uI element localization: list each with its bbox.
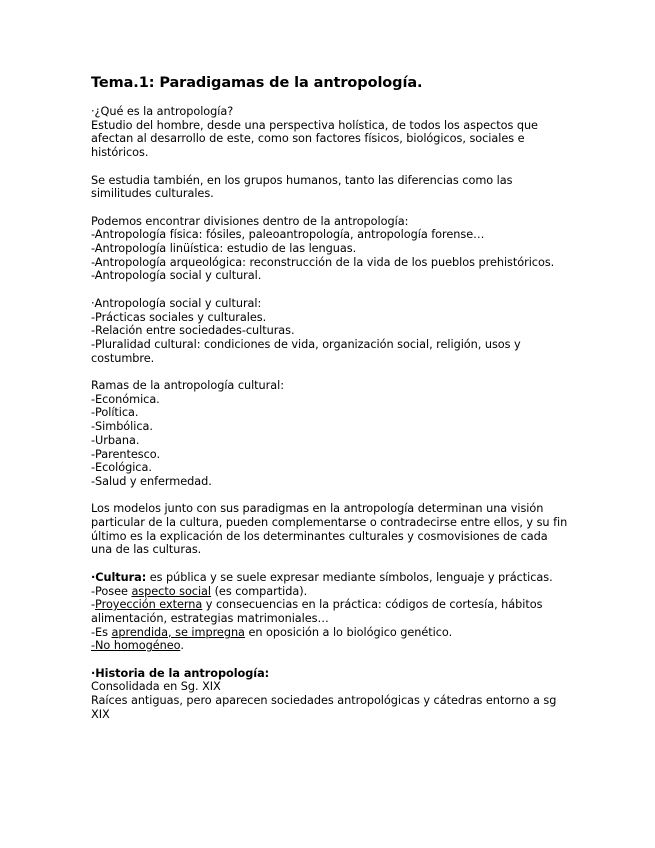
- culture-item-suffix: (es compartida).: [211, 584, 308, 598]
- intro-question: ·¿Qué es la antropología?: [91, 105, 234, 118]
- culture-item-prefix: -Posee: [91, 584, 132, 598]
- social-heading: ·Antropología social y cultural:: [91, 296, 262, 310]
- history-heading-text: ·Historia de la antropología:: [91, 666, 270, 680]
- culture-item-suffix: en oposición a lo biológico genético.: [244, 625, 453, 639]
- culture-item-prefix: -Es: [91, 625, 112, 639]
- culture-item: [91, 598, 569, 625]
- culture-item: [91, 585, 569, 599]
- culture-item-suffix: y consecuencias en la práctica: códigos de cortesía, hábitos alimentación, estrategias matrimoniales…: [91, 598, 546, 625]
- list-item: -Antropología social y cultural.: [91, 269, 262, 283]
- culture-item-underlined: aprendida, se impregna: [111, 625, 245, 639]
- list-item: -Urbana.: [91, 433, 140, 447]
- list-item: -Pluralidad cultural: condiciones de vida, organización social, religión, usos y costumbre.: [91, 337, 525, 365]
- list-item: -Salud y enfermedad.: [91, 474, 212, 488]
- document-title: Tema.1: Paradigamas de la antropología.: [91, 75, 423, 91]
- list-item: -Antropología linüística: estudio de las lenguas.: [91, 242, 357, 255]
- list-item: -Relación entre sociedades-culturas.: [91, 324, 295, 338]
- list-item: -Antropología arqueológica: reconstrucción de la vida de los pueblos prehistóricos.: [91, 255, 555, 269]
- culture-item-underlined: -No homogéneo: [91, 639, 181, 653]
- culture-definition: [91, 571, 569, 585]
- list-item: -Prácticas sociales y culturales.: [91, 310, 267, 324]
- models-paragraph: Los modelos junto con sus paradigmas en la antropología determinan una visión particular de la cultura, pueden complementarse o contradecirse entre ellos, y su fin último es la explicación de los determinantes culturales y cosmovisiones de cada una de las culturas.: [91, 502, 571, 557]
- list-item: -Parentesco.: [91, 447, 160, 461]
- history-heading: [91, 667, 569, 681]
- document-body: [91, 105, 569, 722]
- list-item: -Política.: [91, 406, 139, 420]
- culture-item-prefix: -: [91, 598, 96, 612]
- list-item: -Antropología física: fósiles, paleoantropología, antropología forense…: [91, 228, 485, 242]
- culture-item-suffix: .: [180, 639, 184, 653]
- culture-item: [91, 626, 569, 640]
- list-item: -Ecológica.: [91, 461, 152, 475]
- list-item: -Simbólica.: [91, 420, 153, 434]
- culture-item: [91, 639, 569, 653]
- culture-label: ·Cultura:: [91, 570, 147, 584]
- history-line: Consolidada en Sg. XIX: [91, 680, 221, 694]
- list-item: -Económica.: [91, 392, 160, 406]
- culture-item-underlined: aspecto social: [131, 584, 212, 598]
- culture-item-underlined: Proyección externa: [95, 598, 203, 612]
- branches-heading: Ramas de la antropología cultural:: [91, 379, 284, 392]
- study-paragraph: Se estudia también, en los grupos humanos, tanto las diferencias como las similitudes culturales.: [91, 173, 517, 201]
- culture-text: es pública y se suele expresar mediante símbolos, lenguaje y prácticas.: [146, 570, 553, 584]
- intro-definition: Estudio del hombre, desde una perspectiva holística, de todos los aspectos que afectan al desarrollo de este, como son factores físicos, biológicos, sociales e históricos.: [91, 118, 542, 160]
- history-line: Raíces antiguas, pero aparecen sociedades antropológicas y cátedras entorno a sg XIX: [91, 694, 560, 721]
- divisions-heading: Podemos encontrar divisiones dentro de la antropología:: [91, 214, 409, 228]
